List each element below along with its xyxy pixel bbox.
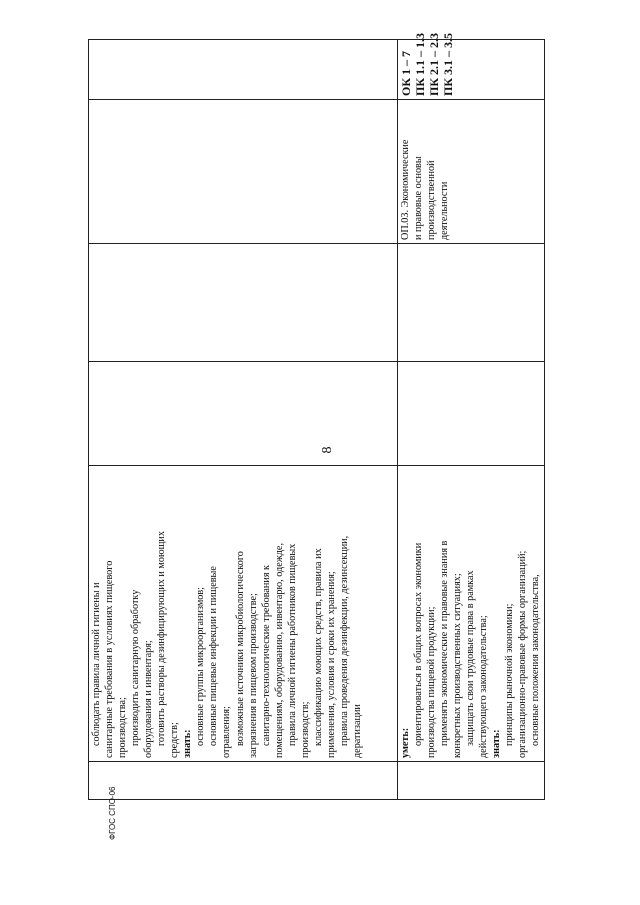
rotated-table-wrapper: [88, 32, 542, 800]
hours-max-cell: [398, 362, 545, 466]
text-line: отравления;: [221, 706, 233, 758]
text-line: деятельности: [439, 181, 451, 240]
footer-code: ФГОС СПО-06: [108, 786, 117, 840]
text-line: действующего законодательства;: [478, 615, 490, 758]
text-line: ПК 1.1 – 1.3: [413, 32, 427, 96]
text-line: ОП.03. Экономические: [400, 139, 411, 240]
requirements-text-block: [90, 469, 364, 758]
text-line: защищать свои трудовые права в рамках: [465, 570, 477, 746]
table-row: [89, 40, 398, 800]
text-line: производить санитарную обработку: [130, 589, 142, 746]
text-line: производства;: [117, 697, 129, 758]
text-line: основные положения законодательства,: [530, 574, 542, 746]
text-line: уметь:: [400, 727, 411, 758]
discipline-cell: [398, 100, 545, 244]
text-line: знать:: [491, 729, 503, 758]
table-row: [398, 40, 545, 800]
text-line: основные пищевые инфекции и пищевые: [208, 566, 220, 746]
discipline-name: [399, 103, 451, 240]
text-line: организационно-правовые формы организаций;: [517, 550, 529, 758]
text-line: классификацию моющих средств, правила их: [312, 548, 324, 746]
index-cell: [89, 762, 398, 800]
text-line: основные группы микроорганизмов;: [195, 586, 207, 746]
competence-cell: [398, 32, 545, 100]
requirements-cell: [398, 466, 545, 762]
text-line: готовить растворы дезинфицирующих и моющих: [156, 531, 168, 746]
text-line: применять экономические и правовые знания в: [439, 540, 451, 746]
text-line: принципы рыночной экономики;: [504, 603, 516, 746]
text-line: дератизации: [351, 704, 363, 758]
requirements-cell: [89, 466, 398, 762]
text-line: производств;: [299, 701, 311, 758]
text-line: ориентироваться в общих вопросах экономики: [413, 542, 425, 746]
text-line: конкретных производственных ситуациях;: [452, 573, 464, 758]
text-line: соблюдать правила личной гигиены и: [91, 582, 102, 746]
text-line: санитарные требования в условиях пищевого: [104, 560, 116, 758]
text-line: применения, условия и сроки их хранения;: [325, 571, 337, 758]
index-cell: [398, 762, 545, 800]
text-line: помещениям, оборудованию, инвентарю, одежде,: [273, 542, 285, 758]
text-line: ОК 1 – 7: [399, 50, 413, 96]
text-line: оборудования и инвентаря;: [143, 640, 155, 758]
text-line: средств;: [169, 722, 181, 758]
competence-codes: [399, 32, 455, 96]
text-line: ПК 2.1 – 2.3: [427, 32, 441, 96]
hours-class-cell: [398, 244, 545, 362]
discipline-cell: [89, 100, 398, 244]
hours-class-cell: [89, 244, 398, 362]
requirements-text-block: [399, 469, 543, 758]
text-line: знать:: [182, 729, 194, 758]
text-line: ПК 3.1 – 3.5: [441, 32, 455, 96]
text-line: правила проведения дезинфекции, дезинсекции,: [338, 535, 350, 746]
text-line: правила личной гигиены работников пищевых: [286, 543, 298, 746]
hours-max-cell: [89, 362, 398, 466]
competence-cell: [89, 40, 398, 100]
page-number: 8: [320, 446, 335, 454]
text-line: загрязнения в пищевом производстве;: [247, 593, 259, 758]
text-line: санитарно-технологические требования к: [260, 565, 272, 746]
text-line: производства пищевой продукции;: [426, 606, 438, 758]
competencies-table: [88, 32, 545, 800]
text-line: возможные источники микробиологического: [234, 551, 246, 746]
text-line: производственной: [426, 160, 438, 240]
text-line: и правовые основы: [413, 156, 425, 240]
